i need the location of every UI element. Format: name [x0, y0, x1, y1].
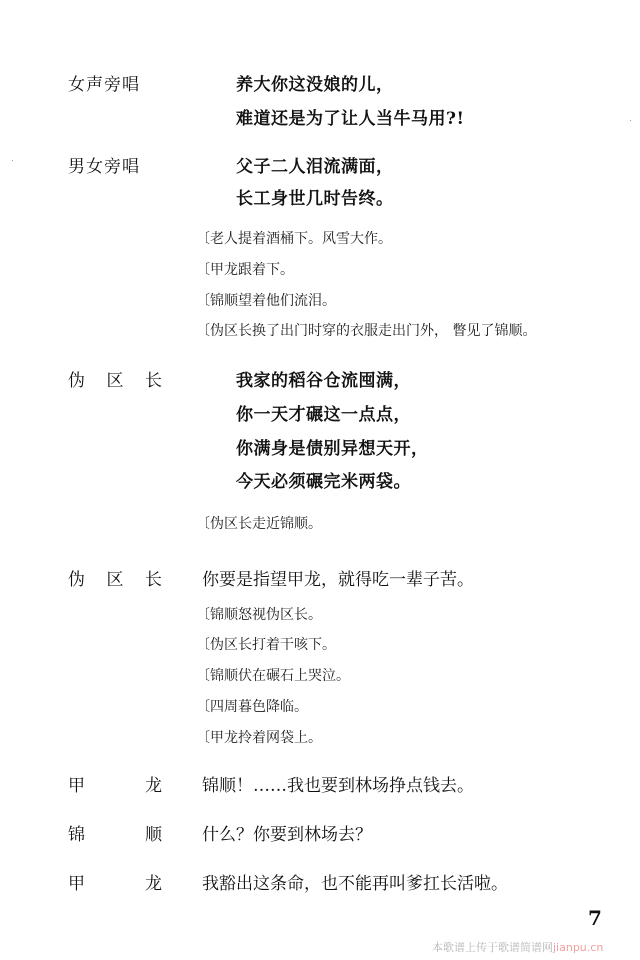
stage-direction: 〔甲龙跟着下。: [196, 262, 294, 278]
lyric-line: 养大你这没娘的儿，: [236, 75, 394, 95]
stage-direction: 〔老人提着酒桶下。风雪大作。: [196, 231, 392, 247]
stage-direction: 〔锦顺伏在碾石上哭泣。: [196, 668, 350, 684]
scan-speck: [12, 160, 13, 161]
dialogue-line: 我豁出这条命，也不能再叫爹扛长活啦。: [202, 874, 508, 894]
speaker-label: 伪 区 长: [68, 371, 163, 391]
dialogue-line: 什么？你要到林场去？: [202, 825, 372, 845]
speaker-label: 女声旁唱: [68, 75, 140, 95]
scan-speck: [630, 120, 631, 121]
lyric-line: 长工身世几时告终。: [236, 189, 394, 209]
stage-direction: 〔四周暮色降临。: [196, 699, 308, 715]
stage-direction: 〔锦顺怒视伪区长。: [196, 607, 322, 623]
lyric-line: 我家的稻谷仓流囤满，: [236, 371, 411, 391]
lyric-line: 你一天才碾这一点点，: [236, 405, 411, 425]
speaker-label: 甲 龙: [68, 776, 163, 796]
speaker-label: 男女旁唱: [68, 157, 140, 177]
lyric-line: 难道还是为了让人当牛马用?!: [236, 109, 465, 129]
speaker-label: 锦 顺: [68, 825, 163, 845]
speaker-label: 甲 龙: [68, 874, 163, 894]
dialogue-line: 你要是指望甲龙，就得吃一辈子苦。: [202, 570, 474, 590]
footer-watermark: [432, 939, 603, 955]
lyric-line: 今天必须碾完米两袋。: [236, 472, 411, 492]
lyric-line: 父子二人泪流满面，: [236, 157, 394, 177]
stage-direction: 〔甲龙拎着网袋上。: [196, 730, 322, 746]
dialogue-line: 锦顺！……我也要到林场挣点钱去。: [202, 776, 474, 796]
speaker-label: 伪 区 长: [68, 570, 163, 590]
footer-text: 本歌谱上传于歌谱简谱网: [432, 941, 553, 954]
footer-site: jianpu.cn: [553, 941, 604, 954]
stage-direction: 〔锦顺望着他们流泪。: [196, 293, 336, 309]
stage-direction: 〔伪区长换了出门时穿的衣服走出门外， 瞥见了锦顺。: [196, 323, 537, 339]
stage-direction: 〔伪区长走近锦顺。: [196, 516, 322, 532]
page-number: 7: [588, 906, 602, 930]
stage-direction: 〔伪区长打着干咳下。: [196, 637, 336, 653]
lyric-line: 你满身是债别异想天开，: [236, 439, 429, 459]
